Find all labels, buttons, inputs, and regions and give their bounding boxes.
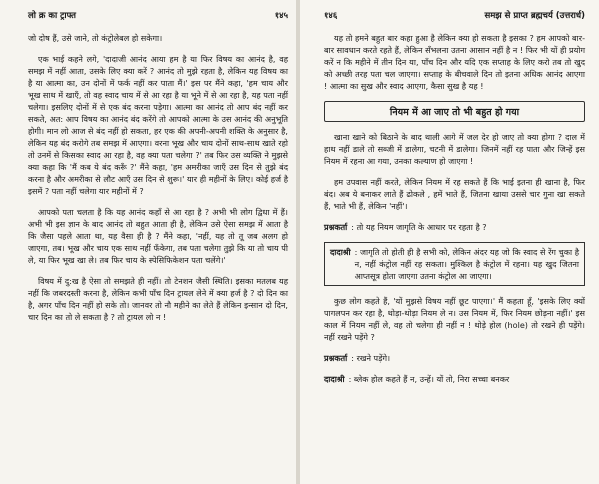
right-page-number: १४६ (324, 11, 338, 21)
questioner-label: प्रश्नकर्ता (324, 222, 348, 232)
right-header-title: समझ से प्राप्त ब्रह्मचर्य (उत्तरार्ध) (484, 11, 585, 21)
left-page-header (28, 10, 288, 24)
right-paragraph-2: खाना खाने को बिठाने के बाद थाली आगे में जल देर हो जाए तो क्या होगा ? दाल में हाथ नहीं डाले तो सब्जी में डालेगा, चटनी में डालेगा। जिनमें नहीं रह पाता और जिन्हें इस नियम में रहना आ गया, उनका कल्याण हो जाएगा ! (324, 132, 585, 166)
question-block-2 (324, 352, 585, 364)
left-paragraph-1: जो दोष हैं, उसे जाने, तो कंट्रोलेबल हो सकेगा। (28, 33, 163, 43)
right-page (300, 0, 599, 484)
right-page-header (324, 10, 585, 24)
question-text: : तो यह नियम जागृति के आधार पर रहता है ? (351, 222, 487, 232)
answer-block-1 (324, 242, 585, 286)
answer-text: : जागृति तो होती ही है सभी को, लेकिन अंदर यह जो कि स्वाद से रेंग चुका है न, नहीं कंट्रोल नहीं रह सकता। मुश्किल है कंट्रोल में रहना। यह खुद जितना आप्तसूत्र होता जाएगा उतना कंट्रोल आ जाएगा। (354, 247, 579, 281)
right-paragraph-3: हम उपवास नहीं करते, लेकिन नियम में रह सकते हैं कि भाई इतना ही खाना है, फिर बंद। अब ये बनाकर लाते हैं ढोकले , हमें भाते हैं, जितना खाया उससे चार गुना खा सकते हैं, भाते भी हैं, लेकिन 'नहीं'। (324, 177, 585, 211)
dadashri-label: दादाश्री (324, 374, 345, 384)
left-paragraph-4: विषय में दु:ख है ऐसा तो समझते ही नहीं। तो टेनशन जैसी स्थिति। इसका मतलब यह नहीं कि जबरदस्ती करना है, लेकिन कभी पाँच दिन ट्रायल लेने में क्या हर्ज है ? दो दिन का है, अगर पाँच दिन नहीं हो सके तो। जानवर तो नौ महीने का लेते हैं लेकिन इन्सान दो दिन, चार दिन का तो ले सकता है ? तो ट्रायल लो न ! (28, 276, 288, 322)
answer-block-2 (324, 373, 585, 385)
left-header-title: लो क्र का ट्राफ्त (28, 11, 77, 21)
right-paragraph-4: कुछ लोग कहते हैं, 'यों मुझसे विषय नहीं छूट पाएगा।' मैं कहता हूँ, 'इसके लिए क्यों पागलपन कर रहा है, थोड़ा-थोड़ा नियम ले न। उस नियम में, फिर नियम छोड़ना नहीं।' इस काल में नियम नहीं ले, वह तो चलेगा ही नहीं न ! थोड़े होल (hole) तो रखने ही पड़ेंगे। नहीं रखने पड़ेंगे ? (324, 296, 585, 342)
left-page-number: १४५ (274, 11, 288, 21)
questioner-label: प्रश्नकर्ता (324, 353, 348, 363)
question-text: : रखने पड़ेंगे। (351, 353, 391, 363)
left-paragraph-3: आपको पता चलता है कि यह आनंद कहाँ से आ रहा है ? अभी भी लोग द्विधा में हैं। अभी भी इस ज्ञान के बाद आनंद तो बहुत आता ही है, लेकिन उसे ऐसा समझ में आता है कि जैसा पहले आता था, यह वैसा ही है ? मैंने कहा, 'नहीं, यह तो तू जब अलग हो जाएगा, तब। भूख और चाय एक साथ नहीं फँकेगा, तब पता चलेगा तुझे कि या तो चाय पी ले, या फिर भूख खा ले। तब फिर चाय के स्पेसिफिकेशन पता चलेंगे।' (28, 207, 288, 265)
question-block-1 (324, 221, 585, 233)
left-page (0, 0, 296, 484)
dadashri-label: दादाश्री (330, 247, 351, 257)
left-paragraph-2: एक भाई कहने लगे, 'दादाजी आनंद आया हम है या फिर विषय का आनंद है, वह समझ में नहीं आता, उसके लिए क्या करें ? आनंद तो मुझे रहता है, लेकिन यह विषय का है या आत्मा का, उन दोनों में फर्क नहीं कर पाता मैं।' इस पर मैंने कहा, 'हम चाय और भूख साथ में खाएँ, तो वह स्वाद चाय में से आ रहा है या भूने में से आ रहा है, यह पता नहीं चलेगा। इसलिए दोनों में से एक बंद करना पड़ेगा। आत्मा का आनंद तो आप बंद नहीं कर सकते, अत: आप विषय का आनंद बंद करेंगे तो आपको आत्मा के उस आनंद की अनुभूति होगी। मान लो आज से बंद नहीं हो सकता, हर एक की अपनी-अपनी शक्ति के अनुसार है, लेकिन यह बंद करोगे तब समझ में आएगा। वरना भूख और चाय दोनों साथ-साथ खाते रहो तो उनमें से किसका स्वाद आ रहा है, वह क्या पता चलेगा ?' तब फिर उस व्यक्ति ने मुझसे क्या कहा कि 'मैं कब ये बंद करूँ ?' मैंने कहा, 'हम अमरीका जाएँ उस दिन से तुझे बंद करना है और अमरीका से लौट आएँ उस दिन से शुरू।' यार ही महीनों के लिए। कोई हर्ज है इसमें ? पता नहीं चलेगा यार महीनों में ? (28, 54, 288, 196)
right-intro-paragraph: यह तो हमने बहुत बार कहा हुआ है लेकिन क्या हो सकता है इसका ? हम आपको बार-बार सावधान करते रहते हैं, लेकिन सँभलना उतना आसान नहीं है न ! फिर भी यों ही प्रयोग करें न कि महीने में तीन दिन या, पाँच दिन और यदि एक सप्ताह के लिए करो तब तो खुद को अच्छी तरह पता चल जाएगा। सप्ताह के बीचवाले दिन तो इतना अधिक आनंद आएगा ! आत्मा का सुख और स्वाद आएगा, कैसा सुख है यह ! (324, 33, 585, 91)
section-heading: नियम में आ जाए तो भी बहुत हो गया (324, 101, 585, 122)
answer-text: : ब्लेक होल कहते हैं न, उन्हें। यों तो, निरा सच्चा बनकर (348, 374, 510, 384)
